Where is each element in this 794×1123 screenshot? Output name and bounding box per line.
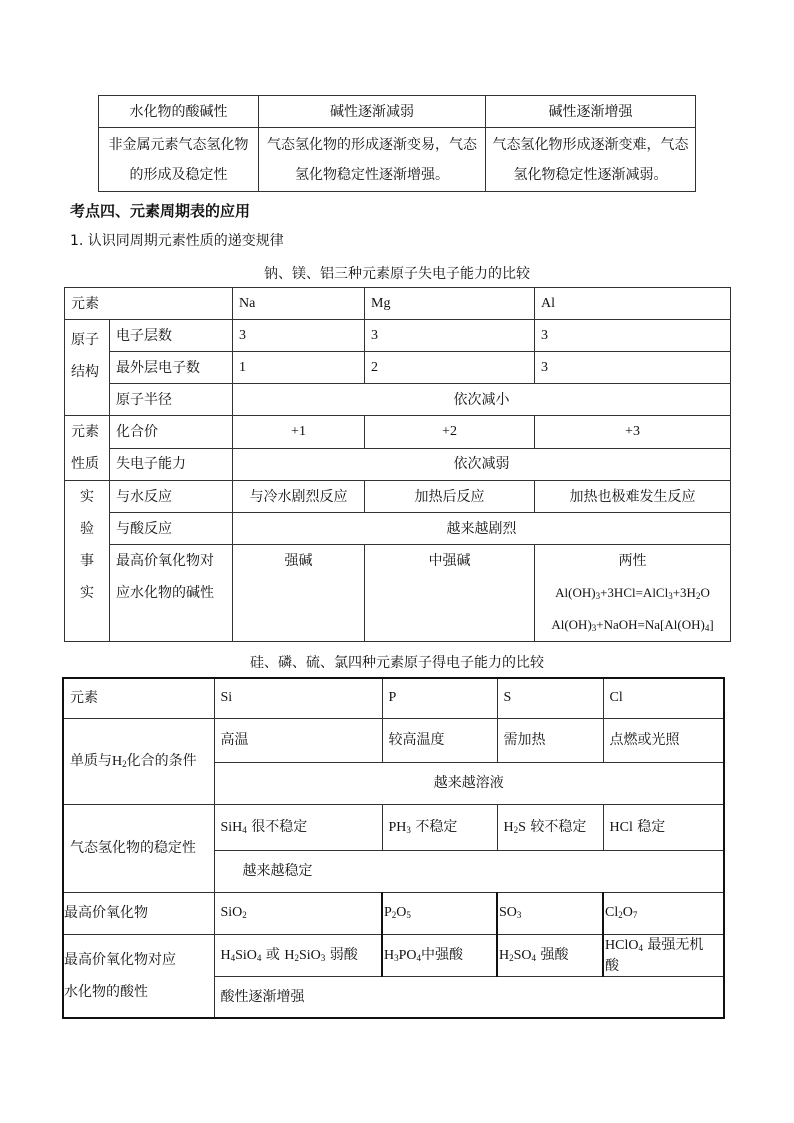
table2-cell: 加热后反应 [365, 481, 535, 513]
table3-cell: $H_2SO_4$ 强酸 [497, 934, 603, 976]
table3-cell: $H_3PO_4$中强酸 [382, 934, 497, 976]
row-label: 最高价氧化物 [63, 892, 214, 934]
table2-caption: 钠、镁、铝三种元素原子失电子能力的比较 [264, 266, 530, 282]
table3-cell: SiH$_4$ 很不稳定 [214, 804, 382, 850]
row-label: 化合价 [110, 416, 233, 449]
row-label: 最高价氧化物对应 水化物的酸性 [63, 934, 214, 1018]
table3-caption: 硅、磷、硫、氯四种元素原子得电子能力的比较 [250, 655, 544, 671]
table3-cell: $H_2S$ 较不稳定 [497, 804, 603, 850]
element-si: Si [214, 678, 382, 718]
table2-cell: 3 [233, 320, 365, 352]
row-label: 与酸反应 [110, 513, 233, 545]
group-label: 实 验 事 实 [65, 481, 110, 642]
table1-cell: 碱性逐渐增强 [486, 96, 696, 128]
table3-cell: HClO$_4$ 最强无机酸 [603, 934, 724, 976]
table2-cell: 3 [535, 352, 731, 384]
table2-cell: +2 [365, 416, 535, 449]
table3-cell: 酸性逐渐增强 [214, 976, 724, 1018]
table3-cell: 点燃或光照 [603, 718, 724, 762]
row-label: 最高价氧化物对 应水化物的碱性 [110, 545, 233, 642]
table1-cell: 非金属元素气态氢化物 的形成及稳定性 [99, 128, 259, 192]
element-s: S [497, 678, 603, 718]
row-label: 最外层电子数 [110, 352, 233, 384]
element-al: Al [535, 288, 731, 320]
group-label: 元素 性质 [65, 416, 110, 481]
element-mg: Mg [365, 288, 535, 320]
table3-cell: $Cl_2O_7$ [603, 892, 724, 934]
table1-cell: 气态氢化物的形成逐渐变易，气态 氢化物稳定性逐渐增强。 [259, 128, 486, 192]
row-label: 单质与$H_2$化合的条件 [63, 718, 214, 804]
al-naoh-equation: $Al(OH)_3+NaOH=Na[Al(OH)_4]$ [551, 617, 714, 633]
table1-cell: 水化物的酸碱性 [99, 96, 259, 128]
table3-cell: 高温 [214, 718, 382, 762]
group-label: 原子 结构 [65, 320, 110, 416]
table2-cell: 3 [535, 320, 731, 352]
table1-cell: 气态氢化物形成逐渐变难，气态 氢化物稳定性逐渐减弱。 [486, 128, 696, 192]
element-p: P [382, 678, 497, 718]
table3-cell: $PH_3$ 不稳定 [382, 804, 497, 850]
row-label: 失电子能力 [110, 448, 233, 481]
table2-cell: 2 [365, 352, 535, 384]
table2-cell: 3 [365, 320, 535, 352]
table2-cell: 越来越剧烈 [233, 513, 731, 545]
table2-cell: 与冷水剧烈反应 [233, 481, 365, 513]
na-mg-al-table [64, 287, 731, 642]
row-label: 气态氢化物的稳定性 [63, 804, 214, 892]
table2-cell: 强碱 [233, 545, 365, 642]
element-header: 元素 [63, 678, 214, 718]
table2-cell: +3 [535, 416, 731, 449]
table2-cell: 依次减小 [233, 384, 731, 416]
table3-cell: 越来越稳定 [214, 850, 724, 892]
table3-cell: $P_2O_5$ [382, 892, 497, 934]
row-label: 电子层数 [110, 320, 233, 352]
table3-cell: HCl 稳定 [603, 804, 724, 850]
table2-cell: 1 [233, 352, 365, 384]
table2-cell: +1 [233, 416, 365, 449]
row-label: 原子半径 [110, 384, 233, 416]
table2-cell: 依次减弱 [233, 448, 731, 481]
row-label: 与水反应 [110, 481, 233, 513]
table2-cell: 两性 $Al(OH)_3+3HCl=AlCl_3+3H_2O$ $Al(OH)_3+NaOH=Na[Al(OH)_4]$ [535, 545, 731, 642]
subsection-heading: 1. 认识同周期元素性质的递变规律 [70, 233, 284, 249]
element-na: Na [233, 288, 365, 320]
table3-cell: SiO$_2$ [214, 892, 382, 934]
al-hcl-equation: $Al(OH)_3+3HCl=AlCl_3+3H_2O$ [555, 585, 710, 601]
element-cl: Cl [603, 678, 724, 718]
element-header: 元素 [65, 288, 233, 320]
table2-cell: 中强碱 [365, 545, 535, 642]
table1-cell: 碱性逐渐减弱 [259, 96, 486, 128]
si-p-s-cl-table [62, 677, 725, 1019]
table2-cell: 加热也极难发生反应 [535, 481, 731, 513]
section-heading: 考点四、元素周期表的应用 [70, 202, 251, 220]
table3-cell: 需加热 [497, 718, 603, 762]
table3-cell: $SO_3$ [497, 892, 603, 934]
hydroxide-trend-table [98, 95, 696, 192]
table3-cell: $H_4SiO_4$ 或 $H_2SiO_3$ 弱酸 [214, 934, 382, 976]
table3-cell: 越来越溶液 [214, 762, 724, 804]
table3-cell: 较高温度 [382, 718, 497, 762]
